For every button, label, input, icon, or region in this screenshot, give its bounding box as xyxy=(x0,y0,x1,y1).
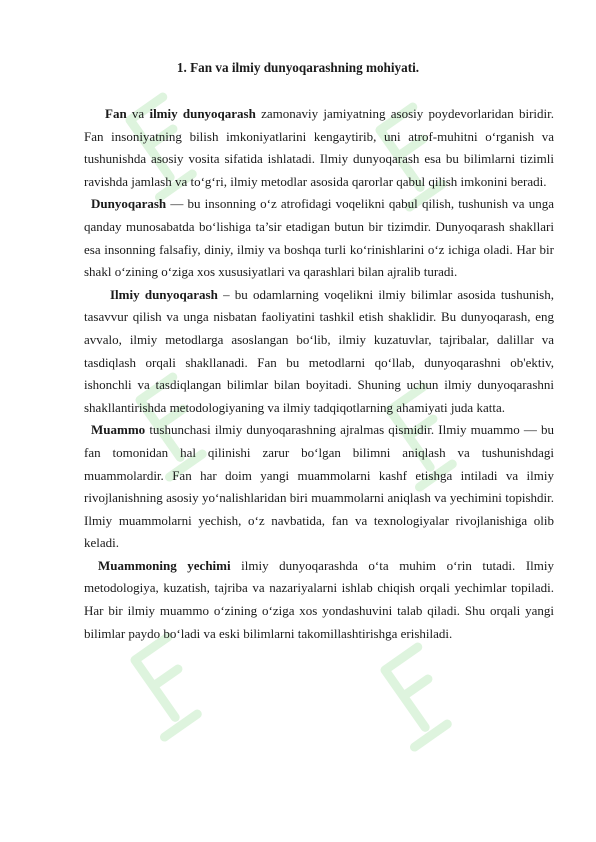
paragraph-text: ilmiy dunyoqarashda o‘ta muhim o‘rin tutadi. Ilmiy metodologiya, kuzatish, tajriba va nazariyalarni ishlab chiqish orqali yechimlar topiladi. Har bir ilmiy muammo o‘zining o‘ziga xos yondashuvini talab qiladi. Shu orqali yangi bilimlar paydo bo‘ladi va eski bilimlarni takomillashtirishga erishiladi. xyxy=(84,557,554,641)
page-title: 1. Fan va ilmiy dunyoqarashning mohiyati. xyxy=(176,60,420,75)
paragraph-fan xyxy=(84,103,554,193)
paragraph-muammo xyxy=(84,419,554,555)
connector-text: va xyxy=(126,106,150,121)
paragraph-muammoning-yechimi xyxy=(84,555,554,645)
document-body xyxy=(84,103,554,645)
paragraph-text: tushunchasi ilmiy dunyoqarashning ajralmas qismidir. Ilmiy muammo — bu fan tomonidan hal qilinishi zarur bo‘lgan bilimni aniqlash va tushunishdagi muammolardir. Fan har doim yangi muammolarni kashf etishga intiladi va ilmiy rivojlanishning asosiy yo‘nalishlaridan biri muammolarni aniqlash va yechimini topishdir. Ilmiy muammolarni yechish, o‘z navbatida, fan va texnologiyalar rivojlanishiga olib keladi. xyxy=(84,422,554,551)
paragraph-text: – bu odamlarning voqelikni ilmiy bilimlar asosida tushunish, tasavvur qilish va unga nisbatan faoliyatini tashkil etish shaklidir. Bu dunyoqarash, eng avvalo, ilmiy metodlarga asoslangan bo‘lib, ilmiy kuzatuvlar, tajribalar, dalillar va tasdiqlash orqali shakllanadi. Fan bu metodlarni qo‘llab, dunyoqarashni ob'ektiv, ishonchli va tasdiqlangan bilimlar bilan boyitadi. Shuning uchun ilmiy dunyoqarashni shakllantirishda metodologiyaning va ilmiy tadqiqotlarning ahamiyati juda katta. xyxy=(84,286,554,415)
bold-term-ilmiy-dunyoqarash: ilmiy dunyoqarash xyxy=(149,106,256,121)
bold-term-muammo: Muammo xyxy=(91,422,146,438)
paragraph-dunyoqarash xyxy=(84,193,554,283)
paragraph-ilmiy-dunyoqarash xyxy=(84,284,554,420)
paragraph-text: zamonaviy jamiyatning asosiy poydevorlaridan biridir. Fan insoniyatning bilish imkoniyatlarini kengaytirib, uni atrof-muhitni o‘rganish va tushunishda asosiy vosita sifatida ishlatadi. Ilmiy dunyoqarash esa bu bilimlarni tizimli ravishda jamlash va to‘g‘ri, ilmiy metodlar asosida qarorlar qabul qilish imkonini beradi. xyxy=(84,106,554,189)
bold-term-dunyoqarash: Dunyoqarash xyxy=(91,196,167,212)
paragraph-text: — bu insonning o‘z atrofidagi voqelikni qabul qilish, tushunish va unga qanday munosabatda bo‘lishiga ta’sir etadigan butun bir tizimdir. Dunyoqarash shakllari esa insonning falsafiy, diniy, ilmiy va boshqa turli ko‘rinishlarini o‘z ichiga oladi. Har bir shakl o‘zining o‘ziga xos xususiyatlari va qarashlari bilan ajralib turadi. xyxy=(84,196,554,280)
bold-term-ilmiy: Ilmiy dunyoqarash xyxy=(110,286,218,302)
bold-term-fan: Fan xyxy=(105,106,127,121)
bold-term-yechim: Muammoning yechimi xyxy=(98,557,231,573)
